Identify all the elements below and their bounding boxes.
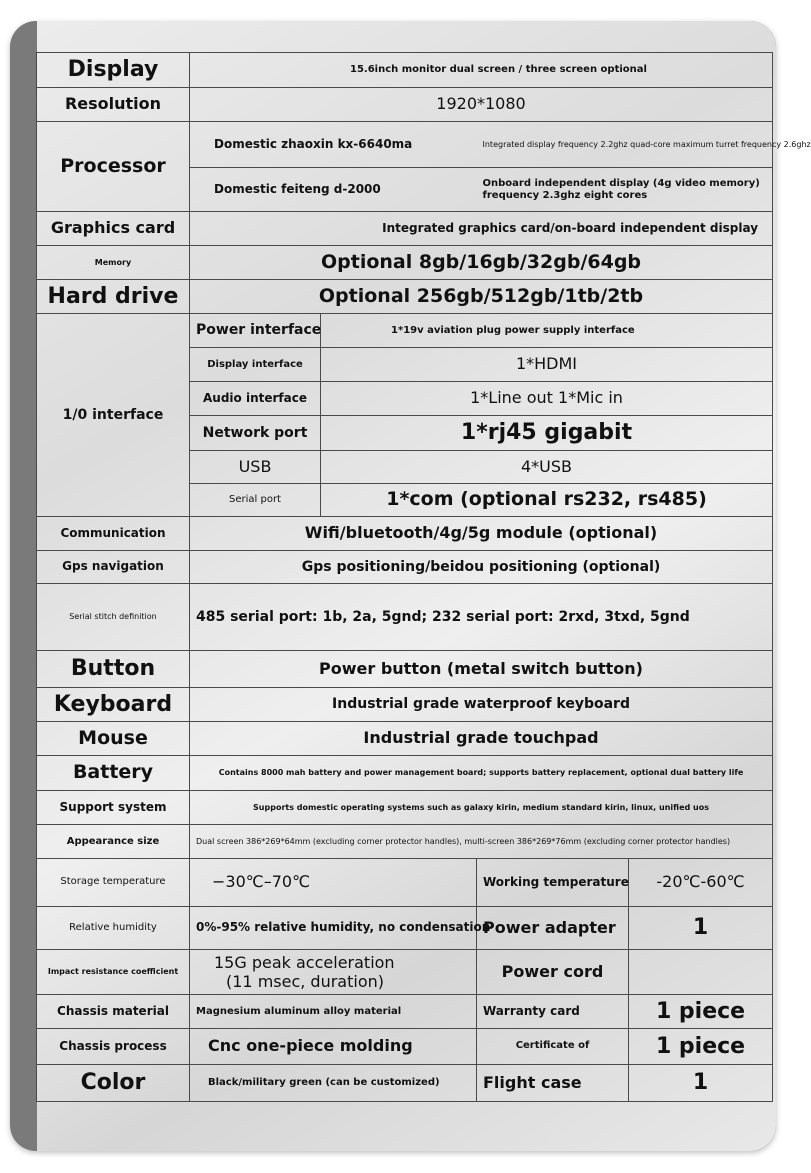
power-adapter-label: Power adapter <box>477 907 629 950</box>
row-resolution <box>37 88 773 122</box>
io-display-value: 1*HDMI <box>321 348 773 382</box>
support-label: Support system <box>37 791 190 825</box>
spec-table <box>36 52 811 1102</box>
resolution-label: Resolution <box>37 88 190 122</box>
row-serial-def <box>37 584 773 651</box>
row-gps <box>37 551 773 584</box>
row-temperature <box>37 859 773 907</box>
processor-option-1-detail: Integrated display frequency 2.2ghz quad-core maximum turret frequency 2.6ghz <box>477 122 773 168</box>
hard-drive-value: Optional 256gb/512gb/1tb/2tb <box>190 280 773 314</box>
row-mouse <box>37 722 773 756</box>
support-value: Supports domestic operating systems such as galaxy kirin, medium standard kirin, linux, unified uos <box>190 791 773 825</box>
communication-value: Wifi/bluetooth/4g/5g module (optional) <box>190 517 773 551</box>
communication-label: Communication <box>37 517 190 551</box>
io-audio-name: Audio interface <box>190 382 321 416</box>
row-impact <box>37 950 773 995</box>
chassis-process-label: Chassis process <box>37 1029 190 1065</box>
graphics-value: Integrated graphics card/on-board independent display <box>190 212 773 246</box>
io-display-name: Display interface <box>190 348 321 382</box>
row-button <box>37 651 773 688</box>
row-support <box>37 791 773 825</box>
display-label: Display <box>37 53 190 88</box>
row-memory <box>37 246 773 280</box>
flight-case-label: Flight case <box>477 1065 629 1102</box>
impact-value-line1: 15G peak acceleration <box>214 952 395 972</box>
io-power-value: 1*19v aviation plug power supply interface <box>321 314 773 348</box>
io-usb-value: 4*USB <box>321 451 773 484</box>
io-audio-value: 1*Line out 1*Mic in <box>321 382 773 416</box>
mouse-label: Mouse <box>37 722 190 756</box>
mouse-value: Industrial grade touchpad <box>190 722 773 756</box>
row-hard-drive <box>37 280 773 314</box>
serial-def-label: Serial stitch definition <box>37 584 190 651</box>
row-chassis-material <box>37 995 773 1029</box>
memory-label: Memory <box>37 246 190 280</box>
serial-def-value: 485 serial port: 1b, 2a, 5gnd; 232 serial port: 2rxd, 3txd, 5gnd <box>190 584 773 651</box>
impact-value-line2: (11 msec, duration) <box>226 972 384 991</box>
storage-temp-label: Storage temperature <box>37 859 190 907</box>
color-value: Black/military green (can be customized) <box>190 1065 477 1102</box>
appearance-label: Appearance size <box>37 825 190 859</box>
chassis-material-label: Chassis material <box>37 995 190 1029</box>
row-keyboard <box>37 688 773 722</box>
io-network-name: Network port <box>190 416 321 451</box>
impact-value <box>190 950 477 995</box>
processor-label: Processor <box>37 122 190 212</box>
keyboard-label: Keyboard <box>37 688 190 722</box>
row-color <box>37 1065 773 1102</box>
chassis-process-value: Cnc one-piece molding <box>190 1029 477 1065</box>
color-label: Color <box>37 1065 190 1102</box>
chassis-material-value: Magnesium aluminum alloy material <box>190 995 477 1029</box>
button-value: Power button (metal switch button) <box>190 651 773 688</box>
humidity-value: 0%-95% relative humidity, no condensation <box>190 907 477 950</box>
io-serial-name: Serial port <box>190 484 321 517</box>
warranty-value: 1 piece <box>629 995 773 1029</box>
certificate-value: 1 piece <box>629 1029 773 1065</box>
row-io-power <box>37 314 773 348</box>
certificate-label: Certificate of <box>477 1029 629 1065</box>
impact-label: Impact resistance coefficient <box>37 950 190 995</box>
gps-label: Gps navigation <box>37 551 190 584</box>
hard-drive-label: Hard drive <box>37 280 190 314</box>
row-humidity <box>37 907 773 950</box>
memory-value: Optional 8gb/16gb/32gb/64gb <box>190 246 773 280</box>
row-chassis-process <box>37 1029 773 1065</box>
io-network-value: 1*rj45 gigabit <box>321 416 773 451</box>
keyboard-value: Industrial grade waterproof keyboard <box>190 688 773 722</box>
button-label: Button <box>37 651 190 688</box>
processor-option-1-name: Domestic zhaoxin kx-6640ma <box>190 122 477 168</box>
working-temp-value: -20℃-60℃ <box>629 859 773 907</box>
io-usb-name: USB <box>190 451 321 484</box>
gps-value: Gps positioning/beidou positioning (optional) <box>190 551 773 584</box>
display-value: 15.6inch monitor dual screen / three screen optional <box>190 53 773 88</box>
io-serial-value: 1*com (optional rs232, rs485) <box>321 484 773 517</box>
row-battery <box>37 756 773 791</box>
working-temp-label: Working temperature <box>477 859 629 907</box>
storage-temp-value: −30℃–70℃ <box>190 859 477 907</box>
row-appearance <box>37 825 773 859</box>
battery-value: Contains 8000 mah battery and power management board; supports battery replacement, optional dual battery life <box>190 756 773 791</box>
power-cord-value <box>629 950 773 995</box>
resolution-value: 1920*1080 <box>190 88 773 122</box>
appearance-value: Dual screen 386*269*64mm (excluding corner protector handles), multi-screen 386*269*76mm (excluding corner protector handles) <box>190 825 773 859</box>
warranty-label: Warranty card <box>477 995 629 1029</box>
flight-case-value: 1 <box>629 1065 773 1102</box>
row-graphics <box>37 212 773 246</box>
graphics-label: Graphics card <box>37 212 190 246</box>
humidity-label: Relative humidity <box>37 907 190 950</box>
power-adapter-value: 1 <box>629 907 773 950</box>
row-display <box>37 53 773 88</box>
power-cord-label: Power cord <box>477 950 629 995</box>
io-power-name: Power interface <box>190 314 321 348</box>
processor-option-2-name: Domestic feiteng d-2000 <box>190 168 477 212</box>
battery-label: Battery <box>37 756 190 791</box>
processor-option-2-detail: Onboard independent display (4g video memory) frequency 2.3ghz eight cores <box>477 168 773 212</box>
row-processor-1 <box>37 122 773 168</box>
row-communication <box>37 517 773 551</box>
io-label: 1/0 interface <box>37 314 190 517</box>
